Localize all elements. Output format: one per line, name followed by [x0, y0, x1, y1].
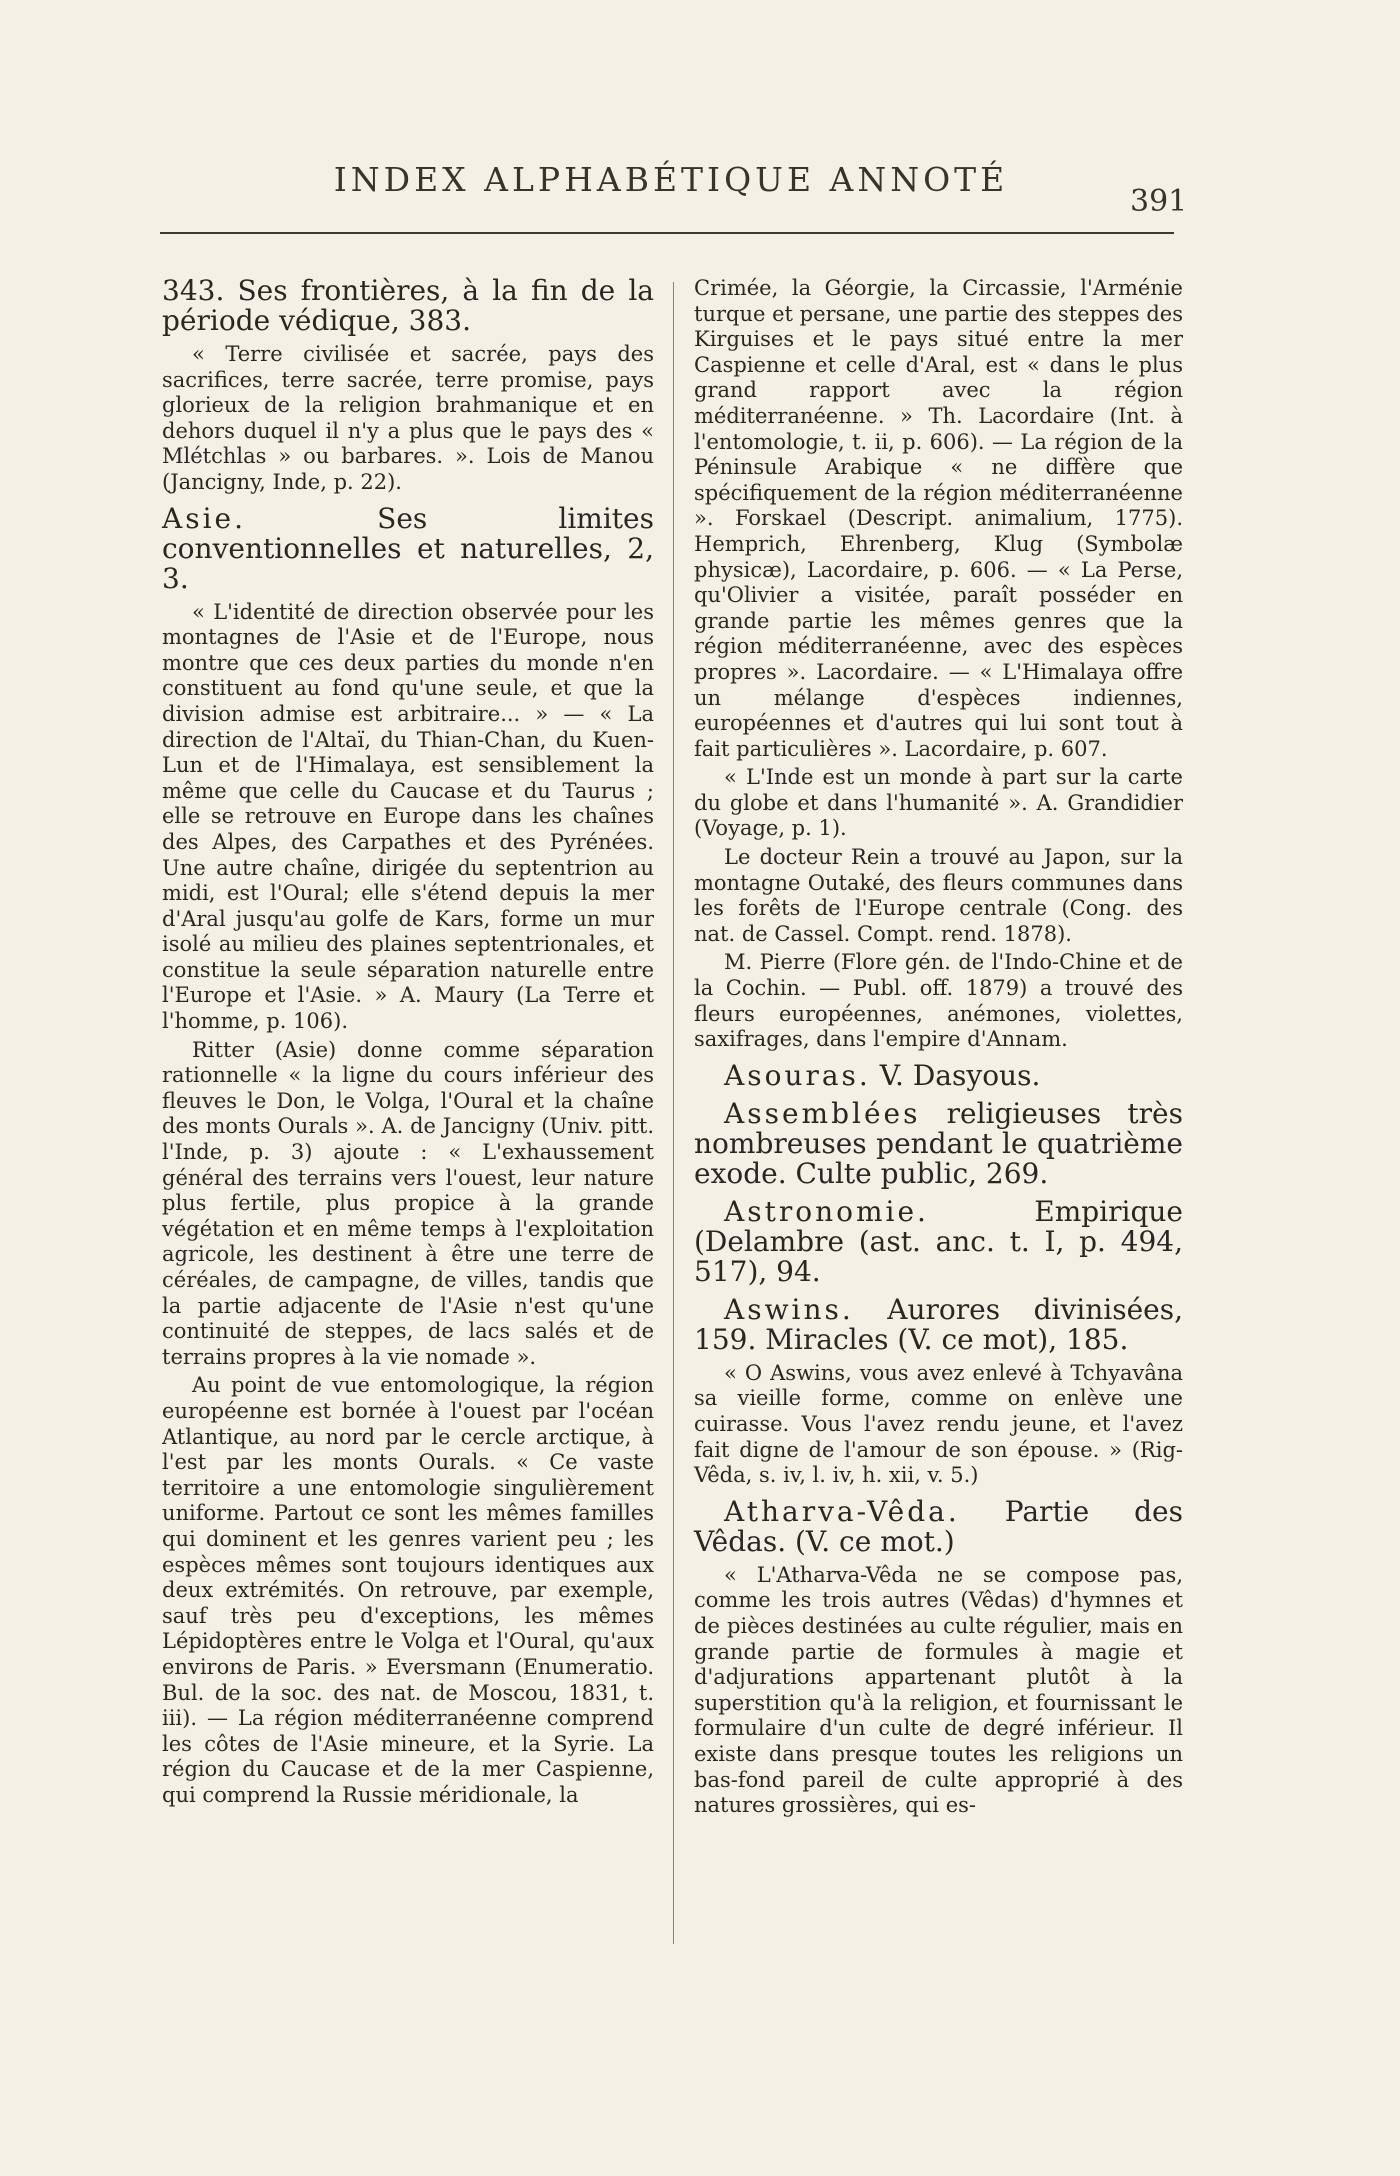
quote-paragraph: « L'identité de direction observée pour les montagnes de l'Asie et de l'Europe, nous montre que ces deux parties du monde n'en constituent au fond qu'une seule, et que la division admise est arbitraire... » — « La direction de l'Altaï, du Thian-Chan, du Kuen-Lun et de l'Himalaya, est sensiblement la même que celle du Caucase et du Taurus ; elle se retrouve en Europe dans les chaînes des Alpes, des Carpathes et des Pyrénées. Une autre chaîne, dirigée du septentrion au midi, est l'Oural; elle s'étend depuis la mer d'Aral jusqu'au golfe de Kars, forme un mur isolé au milieu des plaines septentrionales, et constitue la seule séparation naturelle entre l'Europe et l'Asie. » A. Maury (La Terre et l'homme, p. 106).: [162, 599, 654, 1034]
quote-paragraph: Le docteur Rein a trouvé au Japon, sur la montagne Outaké, des fleurs communes dans les forêts de l'Europe centrale (Cong. des nat. de Cassel. Compt. rend. 1878).: [694, 845, 1183, 946]
index-entry: Asouras. V. Dasyous.: [724, 1058, 1041, 1092]
entry-head-word: Aswins.: [724, 1292, 854, 1326]
left-column: [162, 276, 654, 1811]
quote-paragraph: Ritter (Asie) donne comme séparation rationnelle « la ligne du cours inférieur des fleuves le Don, le Volga, l'Oural et la chaîne des monts Ourals ». A. de Jancigny (Univ. pitt. l'Inde, p. 3) ajoute : « L'exhaussement général des terrains vers l'ouest, leur nature plus fertile, plus propice à la grande végétation et en même temps à l'exploitation agricole, les destinent à être une terre de céréales, de campagne, de villes, tandis que la partie adjacente de l'Asie n'est qu'une continuité de steppes, de lacs salés et de terrains propres à la vie nomade ».: [162, 1037, 654, 1369]
index-entry: Atharva-Vêda. Partie des Vêdas. (V. ce mot.): [694, 1494, 1183, 1558]
index-entry: 343. Ses frontières, à la fin de la période védique, 383.: [162, 274, 654, 337]
page-header: [0, 160, 1400, 219]
index-entry: Asie. Ses limites conventionnelles et naturelles, 2, 3.: [162, 501, 654, 595]
quote-paragraph: M. Pierre (Flore gén. de l'Indo-Chine et de la Cochin. — Publ. off. 1879) a trouvé des fleurs européennes, anémones, violettes, saxifrages, dans l'empire d'Annam.: [694, 950, 1183, 1052]
quote-paragraph: « L'Inde est un monde à part sur la carte du globe et dans l'humanité ». A. Grandidier (Voyage, p. 1).: [694, 765, 1183, 841]
running-title: INDEX ALPHABÉTIQUE ANNOTÉ: [333, 160, 1009, 199]
entry-head-word: Astronomie.: [724, 1194, 929, 1228]
entry-head-word: Atharva-Vêda.: [724, 1494, 960, 1528]
quote-paragraph: « O Aswins, vous avez enlevé à Tchyavâna sa vieille forme, comme on enlève une cuirasse. Vous l'avez rendu jeune, et l'avez fait digne de l'amour de son épouse. » (Rig-Vêda, s. iv, l. iv, h. xii, v. 5.): [694, 1360, 1183, 1488]
right-column: [694, 276, 1183, 1822]
quote-paragraph: Au point de vue entomologique, la région européenne est bornée à l'ouest par l'océan Atlantique, au nord par le cercle arctique, à l'est par les monts Ourals. « Ce vaste territoire a une entomologie singulièrement uniforme. Partout ce sont les mêmes familles qui dominent et les genres varient peu ; les espèces mêmes sont toujours identiques aux deux extrémités. On retrouve, par exemple, sauf très peu d'exceptions, les mêmes Lépidoptères entre le Volga et l'Oural, qu'aux environs de Paris. » Eversmann (Enumeratio. Bul. de la soc. des nat. de Moscou, 1831, t. iii). — La région méditerranéenne comprend les côtes de l'Asie mineure, et la Syrie. La région du Caucase et de la mer Caspienne, qui comprend la Russie méridionale, la: [162, 1373, 654, 1807]
index-entry: Aswins. Aurores divinisées, 159. Miracles (V. ce mot), 185.: [694, 1292, 1183, 1356]
page-number: 391: [1130, 184, 1188, 219]
entry-head-word: Assemblées: [724, 1096, 921, 1130]
entry-head-word: Asouras.: [724, 1058, 871, 1092]
continued-paragraph: Crimée, la Géorgie, la Circassie, l'Arménie turque et persane, une partie des steppes des Kirguises et le pays situé entre la mer Caspienne et celle d'Aral, est « dans le plus grand rapport avec la région méditerranéenne. » Th. Lacordaire (Int. à l'entomologie, t. ii, p. 606). — La région de la Péninsule Arabique « ne diffère que spécifiquement de la région méditerranéenne ». Forskael (Descript. animalium, 1775). Hemprich, Ehrenberg, Klug (Symbolæ physicæ), Lacordaire, p. 606. — « La Perse, qu'Olivier a visitée, paraît posséder en grande partie les mêmes genres que la région méditerranéenne, avec des espèces propres ». Lacordaire. — « L'Himalaya offre un mélange d'espèces indiennes, européennes et d'autres qui lui sont tout à fait particulières ». Lacordaire, p. 607.: [694, 276, 1183, 761]
header-rule: [160, 232, 1174, 234]
entry-head-word: Asie.: [162, 501, 247, 535]
index-entry: Astronomie. Empirique (Delambre (ast. anc. t. I, p. 494, 517), 94.: [694, 1194, 1183, 1288]
quote-paragraph: « L'Atharva-Vêda ne se compose pas, comme les trois autres (Vêdas) d'hymnes et de pièces destinées au culte régulier, mais en grande partie de formules à magie et d'adjurations appartenant plutôt à la superstition qu'à la religion, et fournissant le formulaire d'un culte de degré inférieur. Il existe dans presque toutes les religions un bas-fond pareil de culte approprié à des natures grossières, qui es-: [694, 1562, 1183, 1818]
quote-paragraph: « Terre civilisée et sacrée, pays des sacrifices, terre sacrée, terre promise, pays glorieux de la religion brahmanique et en dehors duquel il n'y a plus que le pays des « Mlétchlas » ou barbares. ». Lois de Manou (Jancigny, Inde, p. 22).: [162, 342, 654, 494]
index-entry: Assemblées religieuses très nombreuses pendant le quatrième exode. Culte public, 269.: [694, 1096, 1183, 1190]
column-divider: [673, 282, 674, 1944]
